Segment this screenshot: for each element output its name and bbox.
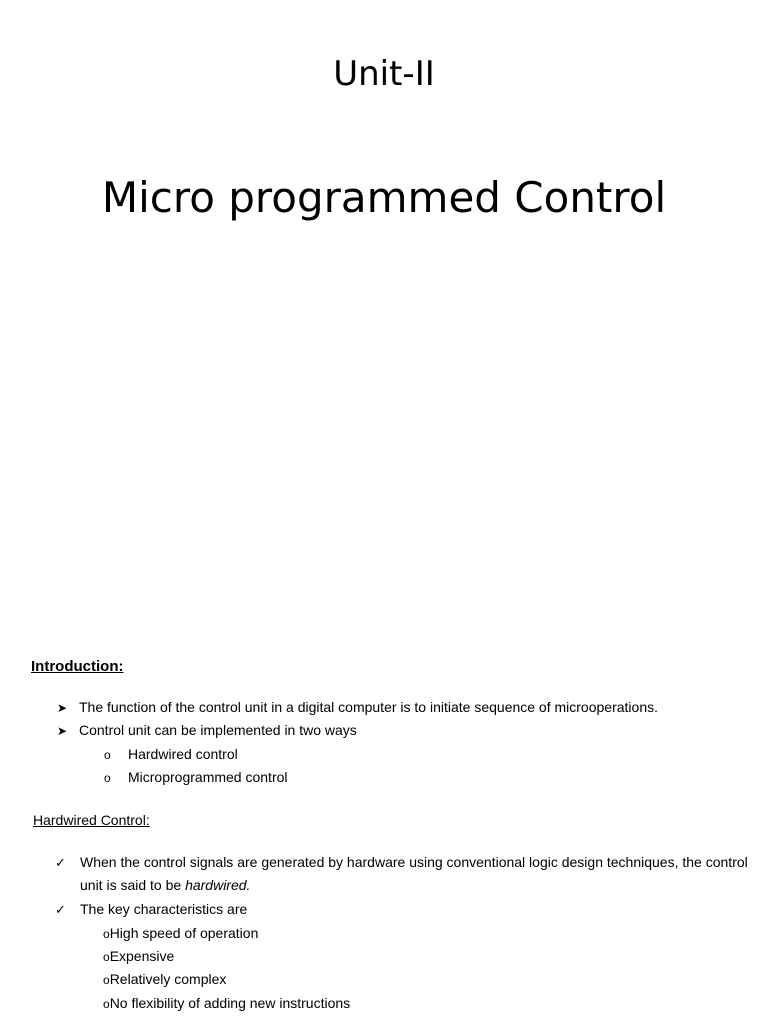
hardwired-emphasis: hardwired. <box>185 877 251 893</box>
characteristic-item <box>103 992 350 1016</box>
hardwired-control-heading: Hardwired Control: <box>33 812 150 828</box>
way-item-hardwired <box>104 743 238 767</box>
circle-bullet-icon: o <box>103 950 110 964</box>
hardwired-point-1-line-1: When the control signals are generated by hardware using conventional logic design techniques, the control <box>80 854 748 870</box>
intro-bullet-text: The function of the control unit in a digital computer is to initiate sequence of microoperations. <box>79 699 658 715</box>
characteristic-item <box>103 922 258 946</box>
hardwired-point-2-text: The key characteristics are <box>80 901 248 917</box>
unit-title: Unit-II <box>333 54 435 94</box>
check-mark-icon: ✓ <box>55 855 66 870</box>
way-item-text: Microprogrammed control <box>128 769 288 785</box>
characteristic-text: No flexibility of adding new instructions <box>109 995 351 1011</box>
characteristic-text: Expensive <box>109 948 175 964</box>
check-mark-icon: ✓ <box>55 902 66 917</box>
main-title: Micro programmed Control <box>101 173 667 222</box>
characteristic-item <box>103 945 174 969</box>
way-item-text: Hardwired control <box>128 746 238 762</box>
hardwired-point-2 <box>55 898 760 921</box>
line-prefix: unit is said to be <box>80 877 186 893</box>
arrow-bullet-icon: ➤ <box>57 724 68 738</box>
intro-bullet-1 <box>57 696 757 720</box>
way-item-microprogrammed <box>104 766 288 790</box>
arrow-bullet-icon: ➤ <box>57 701 68 715</box>
circle-bullet-icon: o <box>103 927 110 941</box>
circle-bullet-icon: o <box>104 771 111 785</box>
characteristic-item <box>103 968 226 992</box>
circle-bullet-icon: o <box>103 997 110 1011</box>
hardwired-point-1-line-2 <box>80 874 760 897</box>
intro-bullet-2 <box>57 719 757 743</box>
characteristic-text: High speed of operation <box>109 925 259 941</box>
circle-bullet-icon: o <box>104 748 111 762</box>
intro-bullet-text: Control unit can be implemented in two ways <box>79 722 357 738</box>
characteristic-text: Relatively complex <box>109 971 227 987</box>
hardwired-point-1 <box>55 851 760 897</box>
circle-bullet-icon: o <box>103 973 110 987</box>
hardwired-point-1-text <box>80 851 760 897</box>
introduction-heading: Introduction: <box>31 658 124 675</box>
